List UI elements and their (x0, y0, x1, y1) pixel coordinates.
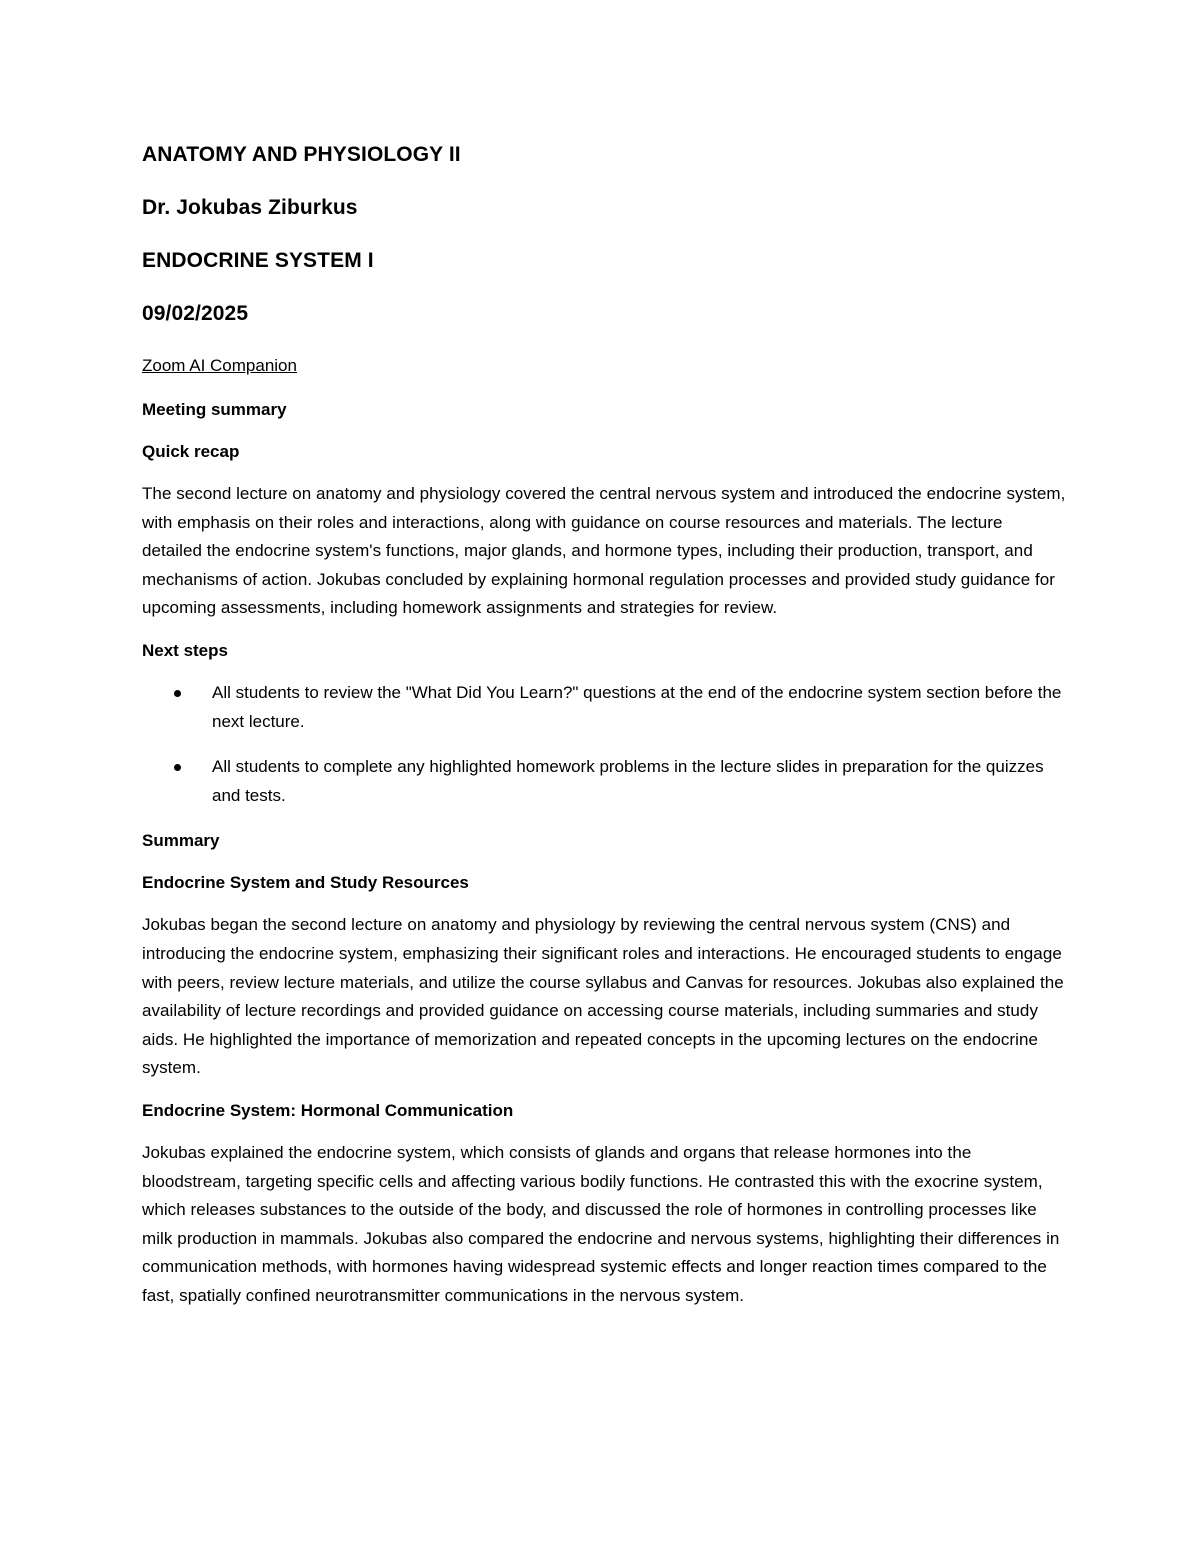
list-item (142, 679, 1067, 736)
section-title-study-resources: Endocrine System and Study Resources (142, 873, 469, 893)
quick-recap-heading: Quick recap (142, 442, 240, 461)
next-steps-heading: Next steps (142, 640, 228, 660)
list-item (142, 753, 1067, 810)
section-text-hormonal-communication: Jokubas explained the endocrine system, which consists of glands and organs that release hormones into the bloodstream, targeting specific cells and affecting various bodily functions. He contrasted this with the exocrine system, which releases substances to the outside of the body, and discussed the role of hormones in controlling processes like milk production in mammals. Jokubas also compared the endocrine and nervous systems, highlighting their differences in communication methods, with hormones having widespread systemic effects and longer reaction times compared to the fast, spatially confined neurotransmitter communications in the nervous system. (142, 1142, 1060, 1305)
document-content (142, 141, 1067, 1324)
instructor-name: Dr. Jokubas Ziburkus (142, 196, 358, 219)
course-title: ANATOMY AND PHYSIOLOGY II (142, 143, 461, 166)
next-step-text: All students to review the "What Did You Learn?" questions at the end of the endocrine system section before the next lecture. (212, 682, 1062, 731)
lecture-title: ENDOCRINE SYSTEM I (142, 249, 374, 272)
next-step-text: All students to complete any highlighted homework problems in the lecture slides in preparation for the quizzes and tests. (212, 757, 1044, 805)
bullet-icon (174, 690, 181, 697)
zoom-ai-companion-link[interactable]: Zoom AI Companion (142, 356, 297, 375)
bullet-icon (174, 764, 181, 771)
next-steps-list (142, 679, 1067, 810)
lecture-date: 09/02/2025 (142, 302, 249, 325)
section-text-study-resources: Jokubas began the second lecture on anatomy and physiology by reviewing the central nervous system (CNS) and introducing the endocrine system, emphasizing their significant roles and interactions. He encouraged students to engage with peers, review lecture materials, and utilize the course syllabus and Canvas for resources. Jokubas also explained the availability of lecture recordings and provided guidance on accessing course materials, including summaries and study aids. He highlighted the importance of memorization and repeated concepts in the upcoming lectures on the endocrine system. (142, 915, 1064, 1078)
section-title-hormonal-communication: Endocrine System: Hormonal Communication (142, 1100, 514, 1120)
meeting-summary-heading: Meeting summary (142, 400, 287, 419)
summary-heading: Summary (142, 831, 220, 851)
quick-recap-text: The second lecture on anatomy and physiology covered the central nervous system and introduced the endocrine system, with emphasis on their roles and interactions, along with guidance on course resources and materials. The lecture detailed the endocrine system's functions, major glands, and hormone types, including their production, transport, and mechanisms of action. Jokubas concluded by explaining hormonal regulation processes and provided study guidance for upcoming assessments, including homework assignments and strategies for review. (142, 484, 1066, 618)
